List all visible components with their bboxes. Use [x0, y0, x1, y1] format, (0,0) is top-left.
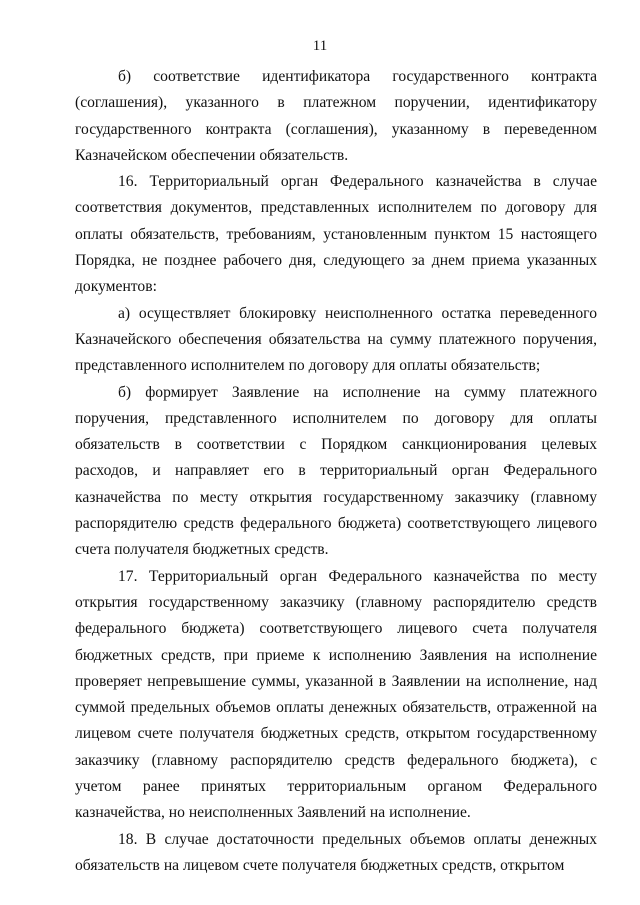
paragraph-16-a: а) осуществляет блокировку неисполненного остатка переведенного Казначейского обеспечения обязательства на сумму платежного поручения, представленного исполнителем по договору для оплаты обязательств;: [75, 304, 597, 375]
paragraph-b-contract-id: б) соответствие идентификатора государственного контракта (соглашения), указанного в платежном поручении, идентификатору государственного контракта (соглашения), указанному в переведенном Казначейском обеспечении обязательств.: [75, 68, 597, 164]
document-body: [75, 64, 597, 879]
page-number: 11: [312, 38, 328, 54]
paragraph-16: 16. Территориальный орган Федерального казначейства в случае соответствия документов, представленных исполнителем по договору для оплаты обязательств, требованиям, установленным пунктом 15 настоящего Порядка, не позднее рабочего дня, следующего за днем приема указанных документов:: [75, 173, 597, 296]
paragraph-17: 17. Территориальный орган Федерального казначейства по месту открытия государственному заказчику (главному распорядителю средств федерального бюджета) соответствующего лицевого счета получателя бюджетных средств, при приеме к исполнению Заявления на исполнение проверяет непревышение суммы, указанной в Заявлении на исполнение, над суммой предельных объемов оплаты денежных обязательств, отраженной на лицевом счете получателя бюджетных средств, открытом государственному заказчику (главному распорядителю средств федерального бюджета), с учетом ранее принятых территориальным органом Федерального казначейства, но неисполненных Заявлений на исполнение.: [75, 567, 597, 822]
paragraph-16-b: б) формирует Заявление на исполнение на сумму платежного поручения, представленного исполнителем по договору для оплаты обязательств в соответствии с Порядком санкционирования целевых расходов, и направляет его в территориальный орган Федерального казначейства по месту открытия государственному заказчику (главному распорядителю средств федерального бюджета) соответствующего лицевого счета получателя бюджетных средств.: [75, 383, 597, 559]
paragraph-18: 18. В случае достаточности предельных объемов оплаты денежных обязательств на лицевом счете получателя бюджетных средств, открытом: [75, 830, 597, 874]
